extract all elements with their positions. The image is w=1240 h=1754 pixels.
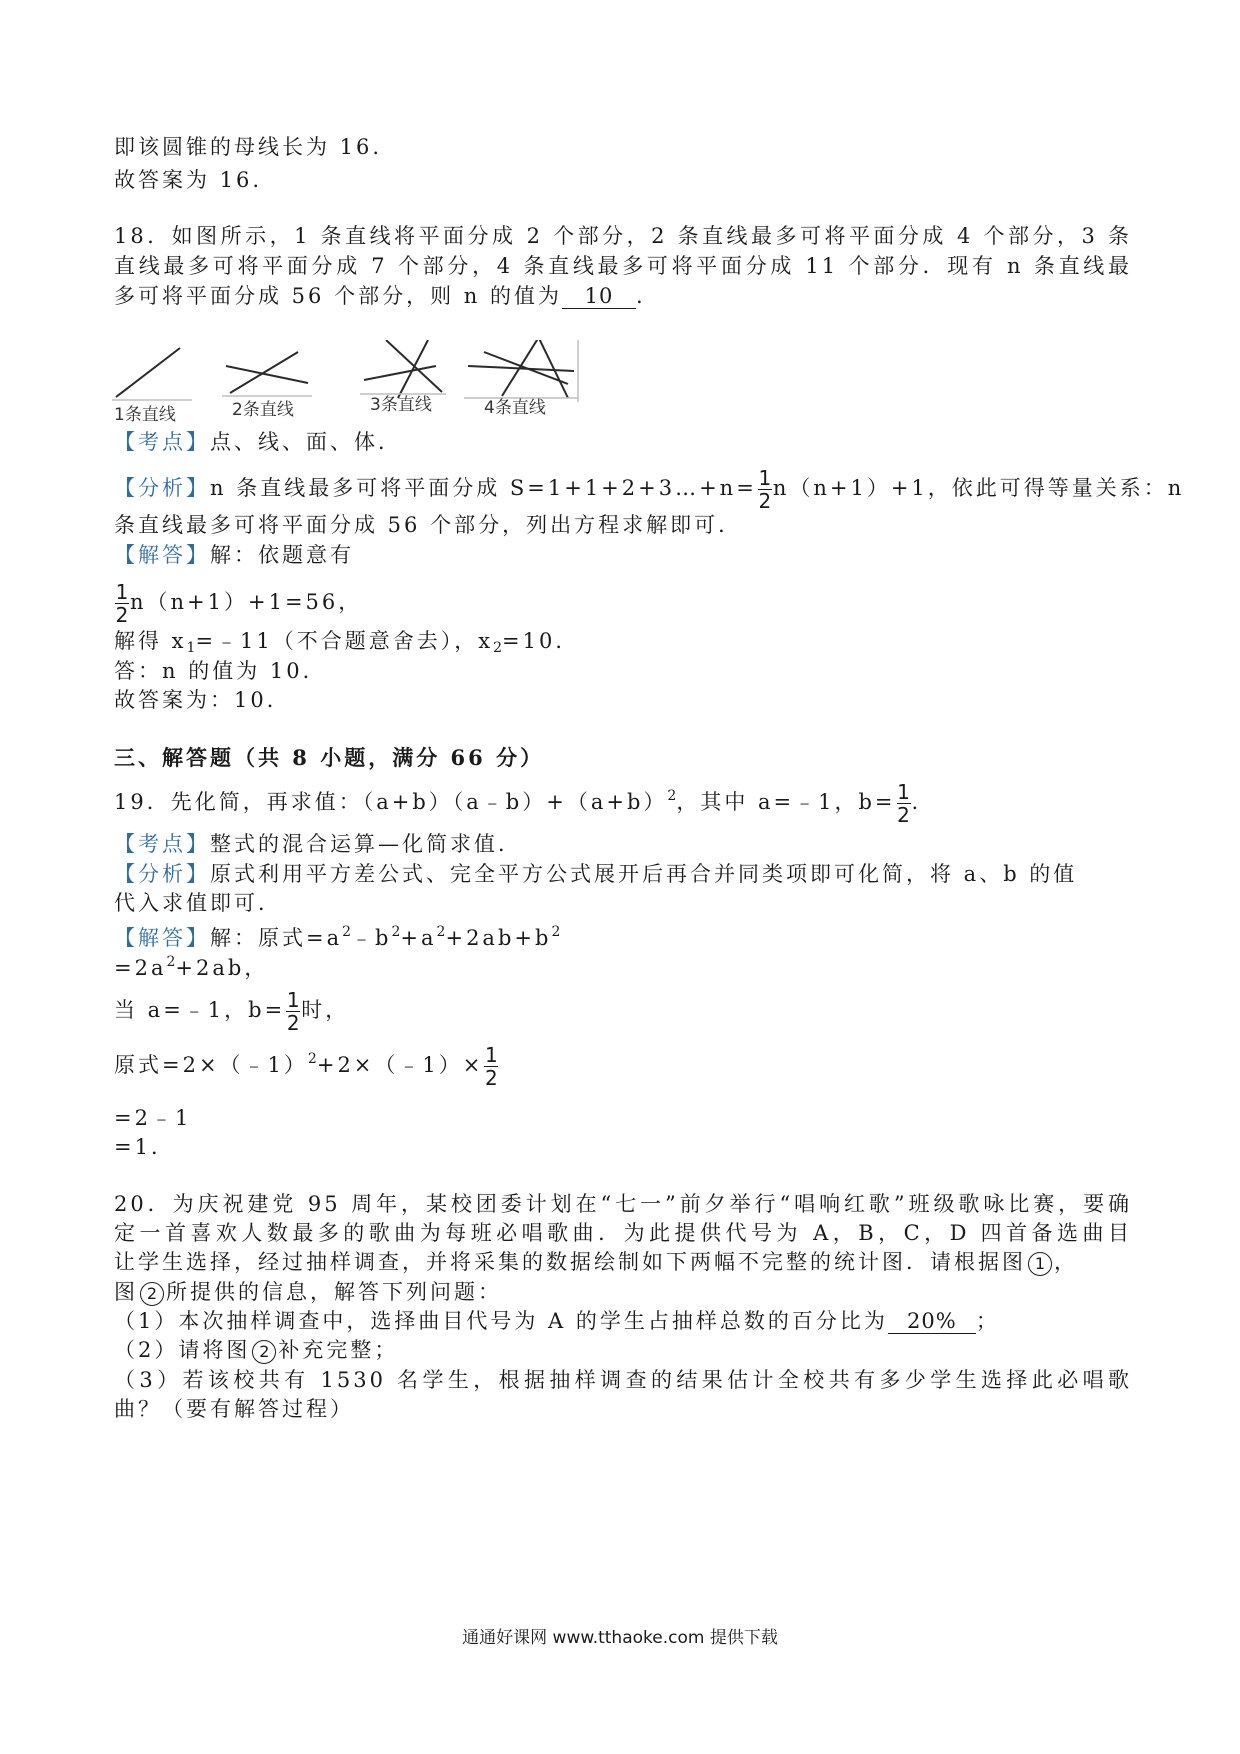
q20-text-part: ， [1054,1250,1078,1274]
q20-text-part: ； [975,1309,1000,1333]
q20-part3: 曲？（要有解答过程） [114,1397,354,1421]
superscript: 2 [342,924,352,940]
jieda-text: ﹣b [351,926,392,950]
fenxi-text: n 条直线最多可将平面分成 S=1+1+2+3…+n= [210,476,757,500]
solution-text: 解得 x [114,629,187,653]
q19-fenxi-2: 代入求值即可． [114,891,282,915]
q19-fenxi [114,860,1077,888]
q19-result: =2﹣1 [114,1106,192,1130]
figure-label: 4条直线 [484,398,546,418]
solution-text: =10． [502,629,580,653]
step-text: 时， [301,998,350,1022]
fraction-half [484,1045,498,1088]
page-footer: 通通好课网 www.tthaoke.com 提供下载 [462,1628,778,1648]
denominator: 2 [758,489,772,513]
step-text: +2×（﹣1）× [316,1053,484,1077]
numerator: 1 [484,1043,498,1067]
figure-line [364,366,436,380]
q20-text-part: 补充完整； [278,1338,399,1362]
q19-text [114,782,921,825]
jieda-text: +2ab+b [445,926,552,950]
jieda-tag: 【解答】 [114,543,210,567]
q19-kaodian [114,830,522,858]
q20-text-part: 图 [114,1280,138,1304]
superscript: 2 [667,788,677,804]
jieda-text: 解：依题意有 [210,543,354,567]
q18-final: 故答案为：10． [114,688,291,712]
q18-text-part: 多可将平面分成 56 个部分，则 n 的值为 [114,284,562,308]
figure-line [230,352,298,393]
numerator: 1 [286,988,300,1012]
q19-orig [114,1045,499,1088]
denominator: 2 [484,1066,498,1090]
solution-text: =﹣11（不合题意舍去），x [195,629,494,653]
figure-label: 3条直线 [370,395,432,415]
q20-part1 [114,1307,1000,1335]
fenxi-tag: 【分析】 [114,476,210,500]
fraction-half [286,990,300,1033]
figure-label: 1条直线 [114,405,176,425]
q18-text: 直线最多可将平面分成 7 个部分，4 条直线最多可将平面分成 11 个部分．现有 n 条直线最 [114,254,1132,278]
superscript: 2 [391,924,401,940]
superscript: 2 [307,1051,317,1067]
jieda-text: +a [400,926,437,950]
figure-line [226,366,308,383]
period: . [635,284,646,308]
q19-step [114,948,268,982]
section-heading: 三、解答题（共 8 小题，满分 66 分） [114,745,545,770]
q20-text-part: （2）请将图 [114,1338,251,1362]
superscript: 2 [436,924,446,940]
circled-number: 2 [140,1282,164,1306]
circled-number: 2 [252,1340,276,1364]
q20-text: 20．为庆祝建党 95 周年，某校团委计划在“七一”前夕举行“唱响红歌”班级歌咏比赛，要确 [114,1192,1132,1216]
superscript: 2 [166,954,176,970]
fenxi-text: n（n+1）+1，依此可得等量关系：n [772,476,1185,500]
equation-text: n（n+1）+1=56， [130,590,363,614]
q20-text-part: 所提供的信息，解答下列问题： [166,1280,502,1304]
fraction-half [758,468,772,511]
q19-text-part: 19．先化简，再求值：（a+b）（a﹣b）+（a+b） [114,790,668,814]
fenxi-tag: 【分析】 [114,862,210,886]
q20-text [114,1248,1078,1276]
jieda-text: 解：原式=a [210,926,343,950]
q20-part3: （3）若该校共有 1530 名学生，根据抽样调查的结果估计全校共有多少学生选择此必唱歌 [114,1368,1132,1392]
answer-blank: 10 [562,284,636,309]
circled-number: 1 [1028,1252,1052,1276]
q18-equation [114,582,362,625]
q18-text [114,282,646,310]
q19-text-part: ，其中 a=﹣1，b= [676,790,896,814]
q18-jieda [114,541,354,569]
q19-when [114,990,349,1033]
denominator: 2 [286,1011,300,1035]
kaodian-text: 整式的混合运算—化简求值． [210,832,522,856]
q18-fenxi [114,468,1184,511]
numerator: 1 [758,466,772,490]
jieda-tag: 【解答】 [114,926,210,950]
q20-part2 [114,1336,398,1364]
q18-answer: 答：n 的值为 10． [114,659,327,683]
period: . [911,790,922,814]
fraction-half [897,782,911,825]
q19-jieda [114,918,560,952]
q20-text-part: （1）本次抽样调查中，选择曲目代号为 A 的学生占抽样总数的百分比为 [114,1309,888,1333]
q18-fenxi-2: 条直线最多可将平面分成 56 个部分，列出方程求解即可． [114,513,743,537]
fraction-half [115,582,129,625]
q18-kaodian [114,428,402,456]
step-text: +2ab， [175,956,269,980]
figure-line [116,348,180,397]
step-text: 原式=2×（﹣1） [114,1053,308,1077]
numerator: 1 [897,780,910,804]
step-text: =2a [114,956,167,980]
kaodian-tag: 【考点】 [114,832,210,856]
q20-text-part: 让学生选择，经过抽样调查，并将采集的数据绘制如下两幅不完整的统计图．请根据图 [114,1250,1026,1274]
denominator: 2 [115,603,129,627]
step-text: 当 a=﹣1，b= [114,998,286,1022]
subscript: 2 [493,640,503,656]
denominator: 2 [897,803,910,827]
answer-blank: 20% [888,1309,976,1334]
q20-text [114,1278,502,1306]
q20-text: 定一首喜欢人数最多的歌曲为每班必唱歌曲．为此提供代号为 A，B，C，D 四首备选曲目 [114,1221,1132,1245]
fenxi-text: 原式利用平方差公式、完全平方公式展开后再合并同类项即可化简，将 a、b 的值 [210,862,1078,886]
figure-label: 2条直线 [232,400,294,420]
kaodian-text: 点、线、面、体． [210,430,402,454]
q19-result: =1． [114,1135,175,1159]
text-line: 故答案为 16. [114,168,263,192]
numerator: 1 [115,580,129,604]
text-line: 即该圆锥的母线长为 16. [114,135,383,159]
subscript: 1 [186,640,196,656]
superscript: 2 [551,924,561,940]
kaodian-tag: 【考点】 [114,430,210,454]
q18-text: 18．如图所示，1 条直线将平面分成 2 个部分，2 条直线最多可将平面分成 4 个部分，3 条 [114,224,1132,248]
